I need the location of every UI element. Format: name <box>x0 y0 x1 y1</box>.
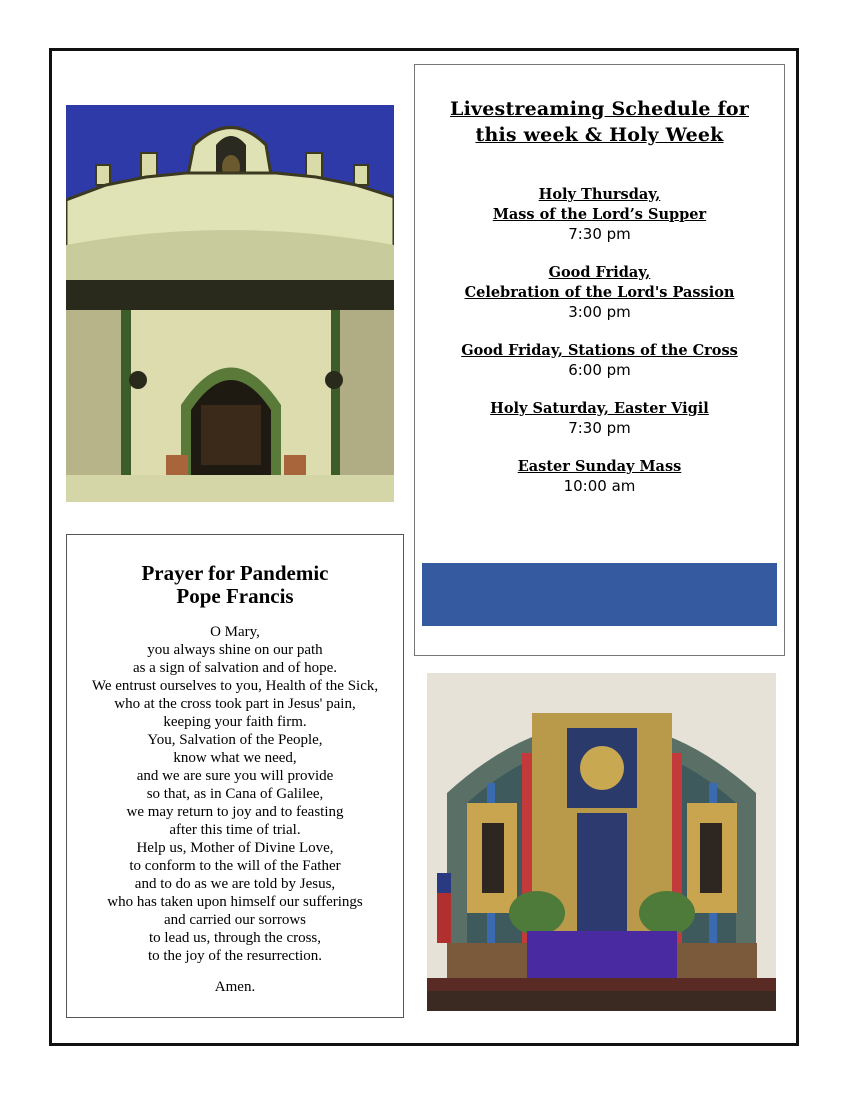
event-good-friday-stations <box>415 341 784 380</box>
prayer-line: and we are sure you will provide <box>136 768 334 784</box>
event-heading: Easter Sunday Mass <box>517 458 682 475</box>
prayer-line: we may return to joy and to feasting <box>126 804 344 820</box>
event-good-friday-passion <box>415 263 784 322</box>
prayer-line: so that, as in Cana of Galilee, <box>146 786 324 802</box>
event-heading: Good Friday, Stations of the Cross <box>461 342 738 359</box>
prayer-text <box>67 623 403 965</box>
event-heading: Holy Saturday, Easter Vigil <box>490 400 709 417</box>
schedule-events <box>415 185 784 515</box>
event-time: 7:30 pm <box>568 225 631 243</box>
prayer-line: who has taken upon himself our sufferings <box>107 894 363 910</box>
schedule-title: Livestreaming Schedule for this week & Holy Week <box>450 98 749 146</box>
event-time: 10:00 am <box>563 477 636 495</box>
prayer-title: Prayer for Pandemic Pope Francis <box>141 561 329 608</box>
prayer-amen: Amen. <box>214 979 256 995</box>
event-easter-vigil <box>415 399 784 438</box>
event-time: 7:30 pm <box>568 419 631 437</box>
prayer-line: who at the cross took part in Jesus' pain, <box>114 696 356 712</box>
prayer-line: keeping your faith firm. <box>163 714 307 730</box>
prayer-line: to lead us, through the cross, <box>148 930 322 946</box>
livestream-schedule-box <box>414 64 785 656</box>
event-time: 3:00 pm <box>568 303 631 321</box>
prayer-line: You, Salvation of the People, <box>147 732 323 748</box>
prayer-line: you always shine on our path <box>147 642 323 658</box>
prayer-line: O Mary, <box>210 624 260 640</box>
altar-reredos-image <box>427 673 776 1011</box>
prayer-line: know what we need, <box>173 750 297 766</box>
mission-facade-image <box>66 105 394 502</box>
prayer-line: Help us, Mother of Divine Love, <box>136 840 334 856</box>
prayer-line: to the joy of the resurrection. <box>147 948 323 964</box>
event-easter-sunday <box>415 457 784 496</box>
event-heading: Holy Thursday, Mass of the Lord’s Supper <box>492 186 707 223</box>
event-holy-thursday <box>415 185 784 244</box>
prayer-box <box>66 534 404 1018</box>
prayer-line: and to do as we are told by Jesus, <box>134 876 336 892</box>
prayer-line: to conform to the will of the Father <box>129 858 341 874</box>
event-heading: Good Friday, Celebration of the Lord's Passion <box>464 264 735 301</box>
prayer-line: as a sign of salvation and of hope. <box>132 660 338 676</box>
event-time: 6:00 pm <box>568 361 631 379</box>
prayer-line: after this time of trial. <box>169 822 301 838</box>
blue-banner <box>422 563 777 626</box>
prayer-line: and carried our sorrows <box>163 912 307 928</box>
prayer-line: We entrust ourselves to you, Health of the Sick, <box>91 678 379 694</box>
